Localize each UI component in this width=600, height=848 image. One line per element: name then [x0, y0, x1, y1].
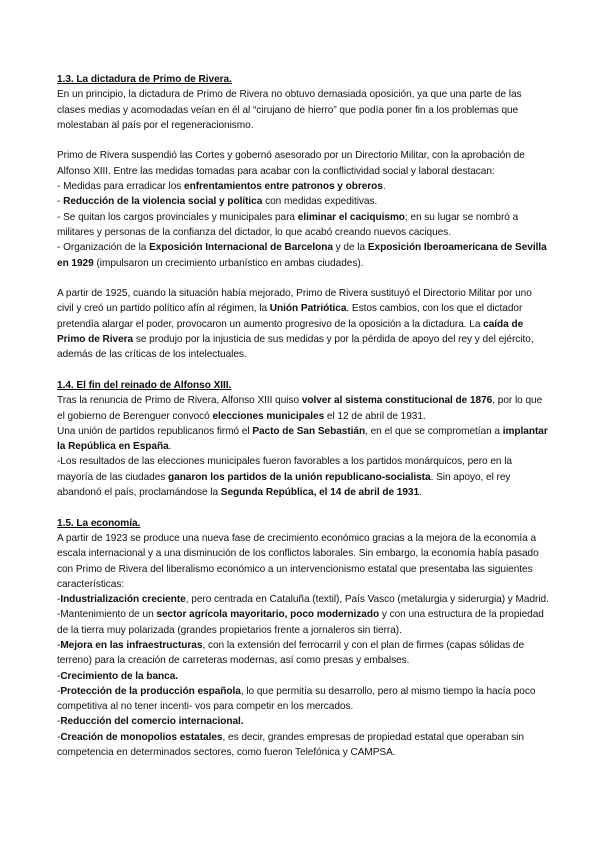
paragraph: Primo de Rivera suspendió las Cortes y gobernó asesorado por un Directorio Militar, con la aprobación de Alfonso XIII. Entre las medidas tomadas para acabar con la conflictividad social y laboral destacan: [57, 150, 525, 177]
list-item: -Industrialización creciente, pero centrada en Cataluña (textil), País Vasco (metalurgia y siderurgia) y Madrid. [57, 594, 549, 606]
list-item: - Medidas para erradicar los enfrentamientos entre patronos y obreros. [57, 181, 386, 193]
paragraph: -Los resultados de las elecciones municipales fueron favorables a los partidos monárquicos, pero en la mayoría de las ciudades ganaron los partidos de la unión republicano-socialista. Sin apoyo, el rey abandonó el país, proclamándose la Segunda República, el 14 de abril de 1931. [57, 456, 512, 499]
list-item: - Organización de la Exposición Internacional de Barcelona y de la Exposición Iberoamericana de Sevilla en 1929 (impulsaron un crecimiento urbanístico en ambas ciudades). [57, 242, 547, 269]
paragraph: Tras la renuncia de Primo de Rivera, Alfonso XIII quiso volver al sistema constitucional de 1876, por lo que el gobierno de Berenguer convocó elecciones municipales el 12 de abril de 1931. [57, 395, 543, 422]
list-item: - Se quitan los cargos provinciales y municipales para eliminar el caciquismo; en su lugar se nombró a militares y personas de la confianza del dictador, lo que acabó creando nuevos caciques. [57, 211, 519, 238]
section-heading-1-3: 1.3. La dictadura de Primo de Rivera. [57, 74, 232, 85]
list-item: -Protección de la producción española, lo que permitía su desarrollo, pero al mismo tiempo la hacía poco competitiva al no tener incenti- vos para competir en los mercados. [57, 685, 536, 713]
paragraph: A partir de 1925, cuando la situación había mejorado, Primo de Rivera sustituyó el Directorio Militar por uno civil y creó un partido político afín al régimen, la Unión Patriótica. Estos cambios, con los que el dictador pretendía alargar el poder, provocaron un aumento progresivo de la oposición a la dictadura. La caída de Primo de Rivera se produjo por la injusticia de sus medidas y por la pérdida de apoyo del rey y del ejército, además de las críticas de los intelectuales. [57, 288, 534, 361]
list-item: -Crecimiento de la banca. [57, 670, 179, 682]
section-heading-1-4: 1.4. El fin del reinado de Alfonso XIII. [57, 379, 232, 391]
list-item: -Mejora en las infraestructuras, con la extensión del ferrocarril y con el plan de firmes (capas sólidas de terreno) para la creación de carreteras modernas, así como presas y embalses. [57, 639, 525, 667]
section-heading-1-5: 1.5. La economía. [57, 517, 141, 529]
list-item: - Reducción de la violencia social y política con medidas expeditivas. [57, 196, 378, 208]
paragraph: Una unión de partidos republicanos firmó el Pacto de San Sebastián, en el que se comprometían a implantar la República en España. [57, 425, 548, 453]
list-item: -Reducción del comercio internacional. [57, 716, 244, 728]
paragraph: En un principio, la dictadura de Primo de Rivera no obtuvo demasiada oposición, ya que una parte de las clases medias y acomodadas veían en él al “cirujano de hierro” que podía poner fin a los problemas que molestaban al país por el regeneracionismo. [57, 89, 522, 131]
list-item: -Mantenimiento de un sector agrícola mayoritario, poco modernizado y con una estructura de la propiedad de la tierra muy polarizada (grandes propietarios frente a jornaleros sin tierra). [57, 609, 544, 636]
paragraph: A partir de 1923 se produce una nueva fase de crecimiento económico gracias a la mejora de la economía a escala internacional y a una disminución de los conflictos laborales. Sin embargo, la economía había pasado con Primo de Rivera del liberalismo económico a un intervencionismo estatal que presentaba las siguientes características: [57, 532, 539, 590]
list-item: -Creación de monopolios estatales, es decir, grandes empresas de propiedad estatal que operaban sin competencia en determinados sectores, como fueron Telefónica y CAMPSA. [57, 731, 524, 759]
document-page [57, 72, 549, 760]
